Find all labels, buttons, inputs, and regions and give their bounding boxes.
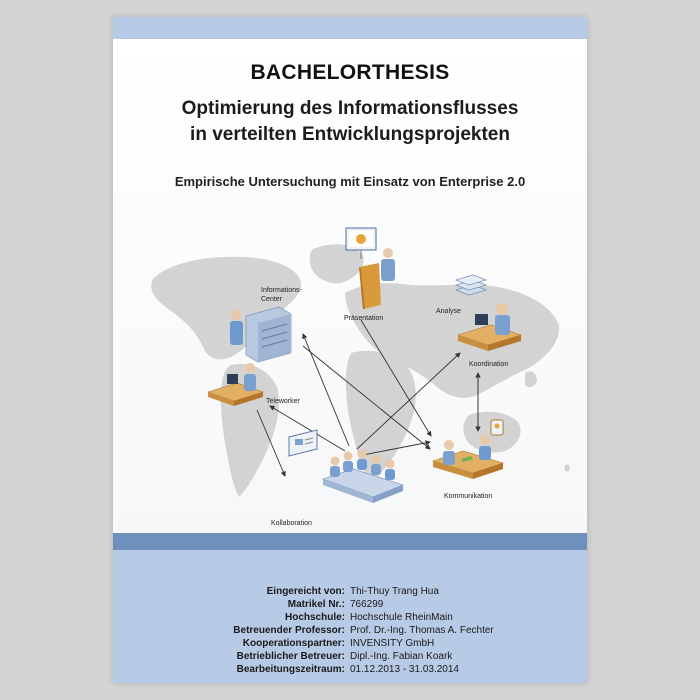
information-flow-diagram (113, 197, 587, 537)
top-band (113, 17, 587, 39)
info-row (113, 624, 587, 637)
thesis-title-line-1: Optimierung des Informationsflusses (181, 98, 519, 119)
info-value-matrikel-nr: 766299 (350, 599, 384, 610)
label-kommunikation: Kommunikation (444, 493, 493, 500)
label-praesentation: Präsentation (344, 315, 384, 322)
server-icon (230, 307, 291, 362)
label-informations-center-2: Center (261, 296, 283, 303)
info-value-betrieblicher-betreuer: Dipl.-Ing. Fabian Koark (350, 651, 453, 662)
info-table (113, 585, 587, 676)
label-informations-center-1: Informations- (261, 287, 302, 294)
thesis-subtitle: Empirische Untersuchung mit Einsatz von Enterprise 2.0 (174, 174, 526, 189)
info-value-eingereicht-von: Thi-Thuy Trang Hua (350, 586, 439, 597)
label-teleworker: Teleworker (266, 398, 300, 405)
thesis-title-line-2: in verteilten Entwicklungsprojekten (190, 124, 510, 145)
info-label-betrieblicher-betreuer: Betrieblicher Betreuer: (236, 651, 345, 662)
info-label-matrikel-nr: Matrikel Nr.: (287, 599, 345, 610)
info-value-betreuender-professor: Prof. Dr.-Ing. Thomas A. Fechter (350, 625, 494, 636)
info-row (113, 650, 587, 663)
info-row (113, 663, 587, 676)
label-analyse: Analyse (436, 308, 461, 315)
divider-strip (113, 533, 587, 550)
info-row (113, 611, 587, 624)
whiteboard-icon (289, 430, 317, 456)
info-value-bearbeitungszeitraum: 01.12.2013 - 31.03.2014 (350, 664, 459, 675)
arrow-kollaboration-informations-center (303, 334, 349, 446)
thesis-type: BACHELORTHESIS (250, 61, 450, 84)
thesis-cover (113, 17, 587, 683)
info-value-kooperationspartner: INVENSITY GmbH (350, 638, 435, 649)
info-label-hochschule: Hochschule: (284, 612, 345, 623)
info-row (113, 637, 587, 650)
info-row (113, 585, 587, 598)
label-koordination: Koordination (469, 361, 509, 368)
info-label-betreuender-professor: Betreuender Professor: (233, 625, 345, 636)
info-label-bearbeitungszeitraum: Bearbeitungszeitraum: (236, 664, 345, 675)
info-label-kooperationspartner: Kooperationspartner: (242, 638, 345, 649)
info-label-eingereicht-von: Eingereicht von: (266, 586, 345, 597)
info-panel (113, 550, 587, 683)
info-value-hochschule: Hochschule RheinMain (350, 612, 453, 623)
label-kollaboration: Kollaboration (271, 520, 312, 527)
info-row (113, 598, 587, 611)
